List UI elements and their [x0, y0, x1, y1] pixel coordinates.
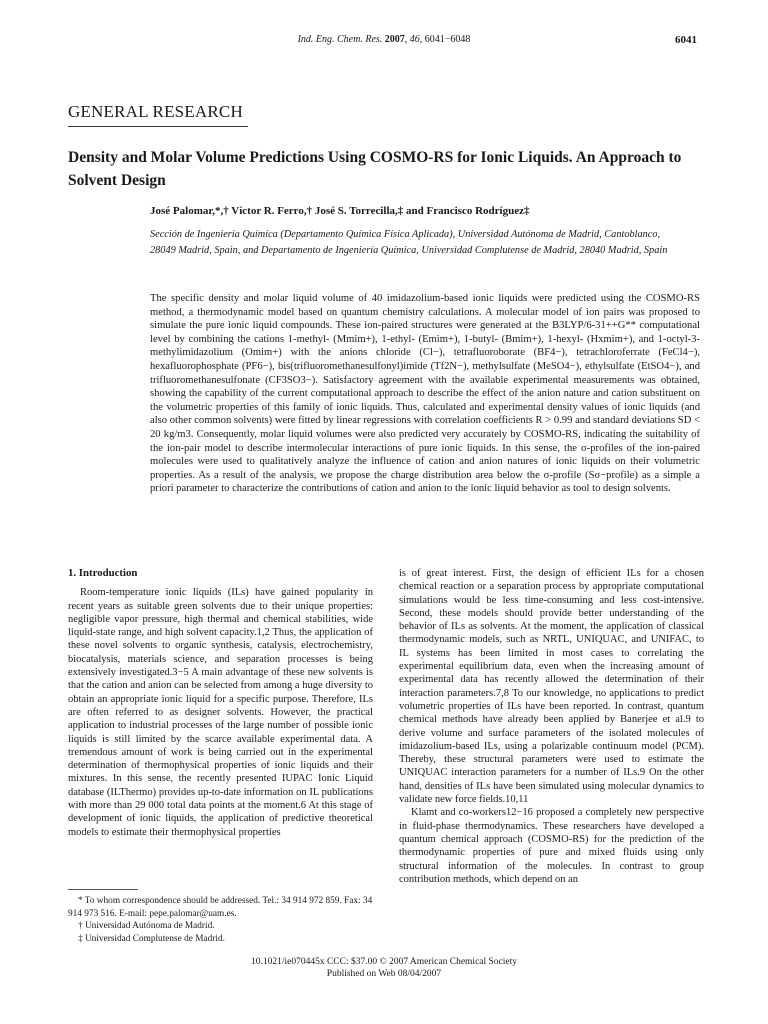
journal-pages: 6041−6048 [424, 34, 471, 45]
footnote-correspondence: * To whom correspondence should be addressed. Tel.: 34 914 972 859. Fax: 34 914 973 516. E-mail: pepe.palomar@uam.es. [68, 896, 373, 919]
abstract: The specific density and molar liquid volume of 40 imidazolium-based ionic liquids were predicted using the COSMO-RS method, a thermodynamic model based on quantum chemistry calculations. A molecular model of ion pairs was proposed to simulate the pure ionic liquid compounds. These ion-paired structures were generated at the B3LYP/6-31++G** computational level by combining the cations 1-methyl- (Mmim+), 1-ethyl- (Emim+), 1-butyl- (Bmim+), 1-hexyl- (Hxmim+), and 1-octyl-3-methylimidazolium (Omim+) with the anions chloride (Cl−), tetrafluoroborate (BF4−), tetrachloroferrate (FeCl4−), hexafluorophosphate (PF6−), bis(trifluoromethanesulfonyl)imide (Tf2N−), methylsulfate (MeSO4−), ethylsulfate (EtSO4−), and trifluoromethanesulfonate (CF3SO3−). Satisfactory agreement with the available experimental measurements was obtained, showing the capability of the current computational approach to describe the effect of the anion nature and cation substituent on the volumetric properties of this family of ionic liquids. Thus, calculated and experimental density values of ionic liquids (and also other common solvents) were fitted by linear regressions with correlation coefficients R > 0.99 and standard deviations SD < 20 kg/m3. Consequently, molar liquid volumes were also predicted very accurately by COSMO-RS, indicating the suitability of the ion-pair model to describe intermolecular interactions of pure ionic liquids. In this sense, the σ-profiles of the ion-paired molecules were used to qualitatively analyze the influence of cation and anion natures of ionic liquids on their volumetric properties. As a result of the analysis, we propose the charge distribution area below the σ-profile (Sσ−profile) as a simple a priori parameter to characterize the contributions of cation and anion to the ionic liquid behavior as tool to design solvents. [150, 293, 700, 495]
footnotes [68, 895, 373, 945]
journal-name: Ind. Eng. Chem. Res. [297, 34, 383, 45]
footnote-rule [68, 889, 138, 890]
affiliation: Sección de Ingeniería Química (Departamento Química Física Aplicada), Universidad Autónoma de Madrid, Cantoblanco, 28049 Madrid, Spain, and Departamento de Ingeniería Química, Universidad Complutense de Madrid, 28040 Madrid, Spain [150, 229, 668, 256]
journal-citation: Ind. Eng. Chem. Res. 2007, 46, 6041−6048 [297, 34, 471, 45]
intro-paragraph: Room-temperature ionic liquids (ILs) have gained popularity in recent years as suitable green solvents due to their unique properties: negligible vapor pressure, high thermal and chemical stabilities, wide liquid-state range, and high solvent capacity.1,2 Thus, the application of these novel solvents to organic synthesis, catalysis, electrochemistry, biocatalysis, materials science, and separation processes is being extensively investigated.3−5 A main advantage of these new solvents is that the cation and anion can be selected from among a huge diversity to obtain an appropriate ionic liquid for a specific purpose. Therefore, ILs are often referred to as designer solvents. However, the practical application to industrial processes of the large number of possible ionic liquids is still limited by the scarce available experimental data. A tremendous amount of work is being carried out in the experimental determination of thermophysical properties of ionic liquids and their mixtures. In this sense, the recently presented IUPAC Ionic Liquid database (ILThermo) provides up-to-date information on IL publications with more than 29 000 total data points at the moment.6 At this stage of development of ionic liquids, the application of predictive theoretical models to estimate their thermophysical properties [68, 587, 373, 838]
section-rule [68, 126, 248, 127]
left-column [68, 567, 373, 839]
footnote-affiliation-2: ‡ Universidad Complutense de Madrid. [78, 933, 225, 944]
doi-line: 10.1021/ie070445x CCC: $37.00 © 2007 American Chemical Society [250, 957, 518, 967]
right-paragraph-2: Klamt and co-workers12−16 proposed a completely new perspective in fluid-phase thermodynamics. These researchers have developed a quantum chemical approach (COSMO-RS) for the prediction of the thermodynamic properties of pure and mixed fluids using only structural information of the molecules. In contrast to group contribution methods, which depend on an [399, 807, 704, 885]
authors: José Palomar,*,† Víctor R. Ferro,† José S. Torrecilla,‡ and Francisco Rodríguez‡ [150, 205, 530, 217]
intro-heading: 1. Introduction [68, 567, 138, 579]
footnote-affiliation-1: † Universidad Autónoma de Madrid. [78, 921, 215, 931]
journal-year: 2007 [384, 34, 405, 45]
published-date: Published on Web 08/04/2007 [326, 968, 442, 979]
right-column [399, 567, 704, 886]
right-paragraph-1: is of great interest. First, the design of efficient ILs for a chosen chemical reaction or a separation process by appropriate computational simulations would be less time-consuming and less cost-intensive. Second, these models should provide better understanding of the behavior of ILs as solvents. At the moment, the application of classical thermodynamic models, such as NRTL, UNIQUAC, and UNIFAC, to IL systems has been limited in most cases to correlating the experimental equilibrium data, even when the increasing amount of experimental data has recently allowed the determination of their interaction parameters.7,8 To our knowledge, no applications to predict volumetric properties of ILs have been reported. In contrast, quantum chemical methods have already been applied by Banerjee et al.9 to derive volume and surface parameters of the isolated molecules of imidazolium-based ILs, using a polarizable continuum model (PCM). Thereby, these structural parameters were used to estimate the UNIQUAC interaction parameters for a number of ILs.9 On the other hand, densities of ILs have been simulated using molecular dynamics to validate new force fields.10,11 [399, 568, 704, 806]
article-title: Density and Molar Volume Predictions Using COSMO-RS for Ionic Liquids. An Approach to Solvent Design [68, 149, 682, 189]
page-number: 6041 [675, 34, 697, 46]
journal-volume: 46 [409, 34, 420, 45]
section-title: GENERAL RESEARCH [68, 102, 243, 121]
page-footer [0, 957, 768, 980]
